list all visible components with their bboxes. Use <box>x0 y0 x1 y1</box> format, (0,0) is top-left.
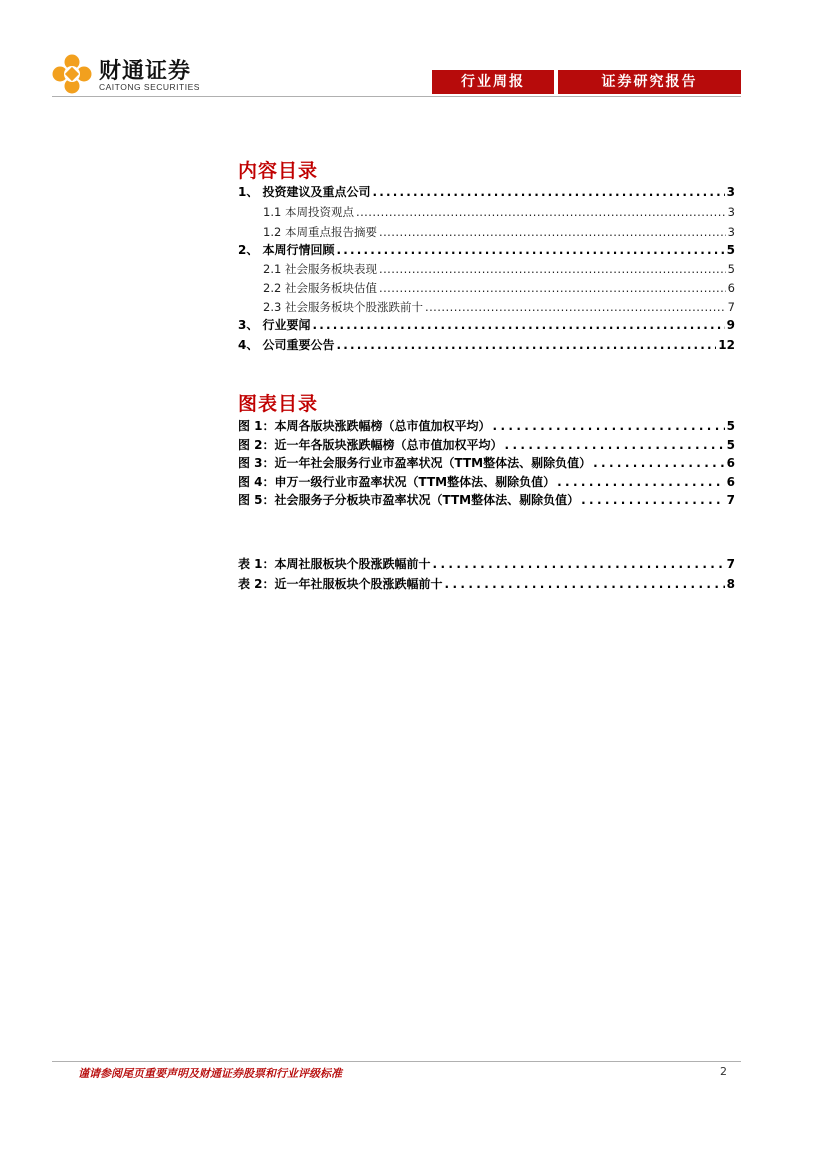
figure-entry-label: 图 4：申万一级行业市盈率状况（TTM整体法、剔除负值） <box>238 475 556 489</box>
figures-toc-title: 图表目录 <box>238 393 319 415</box>
leader-dots <box>445 576 725 592</box>
toc-entry-label: 1.2 本周重点报告摘要 <box>263 225 377 239</box>
logo-english-name: CAITONG SECURITIES <box>99 82 200 92</box>
report-category-tag: 证券研究报告 <box>558 70 741 94</box>
toc-entry-label: 2、 本周行情回顾 <box>238 243 335 257</box>
toc-entry-page: 5 <box>726 243 735 257</box>
toc-entry[interactable] <box>238 280 735 296</box>
toc-entry-page: 9 <box>726 318 735 332</box>
leader-dots <box>313 317 725 333</box>
leader-dots <box>433 556 725 572</box>
figure-entry-label: 图 3：近一年社会服务行业市盈率状况（TTM整体法、剔除负值） <box>238 456 592 470</box>
toc-entry-page: 12 <box>718 338 735 352</box>
toc-entry[interactable] <box>238 242 735 258</box>
leader-dots <box>356 204 726 220</box>
toc-entry[interactable] <box>238 261 735 277</box>
leader-dots <box>505 437 725 453</box>
figure-entry-label: 图 5：社会服务子分板块市盈率状况（TTM整体法、剔除负值） <box>238 493 580 507</box>
toc-entry-label: 3、 行业要闻 <box>238 318 311 332</box>
toc-entry-page: 3 <box>727 205 735 219</box>
leader-dots <box>557 474 725 490</box>
page-number: 2 <box>720 1065 727 1078</box>
table-entry[interactable] <box>238 556 735 572</box>
page-header <box>0 0 827 100</box>
figure-entry[interactable] <box>238 474 735 490</box>
table-entry-page: 7 <box>726 557 735 571</box>
toc-entry[interactable] <box>238 224 735 240</box>
caitong-logo <box>52 54 212 94</box>
figure-entry-label: 图 2：近一年各版块涨跌幅榜（总市值加权平均） <box>238 438 503 452</box>
toc-entry-label: 2.3 社会服务板块个股涨跌前十 <box>263 300 423 314</box>
figure-entry-page: 7 <box>726 493 735 507</box>
toc-entry[interactable] <box>238 204 735 220</box>
leader-dots <box>379 261 726 277</box>
footer-divider <box>52 1061 741 1062</box>
toc-entry-page: 7 <box>727 300 735 314</box>
leader-dots <box>379 224 726 240</box>
toc-entry-label: 2.2 社会服务板块估值 <box>263 281 377 295</box>
toc-entry-page: 3 <box>726 185 735 199</box>
toc-entry-label: 1.1 本周投资观点 <box>263 205 354 219</box>
leader-dots <box>337 242 725 258</box>
figure-entry[interactable] <box>238 455 735 471</box>
caitong-logo-icon <box>52 54 92 94</box>
table-entry-label: 表 1：本周社服板块个股涨跌幅前十 <box>238 557 431 571</box>
toc-entry-label: 4、 公司重要公告 <box>238 338 335 352</box>
toc-entry[interactable] <box>238 299 735 315</box>
figure-entry[interactable] <box>238 418 735 434</box>
toc-entry-label: 2.1 社会服务板块表现 <box>263 262 377 276</box>
figure-entry-page: 5 <box>726 438 735 452</box>
logo-chinese-name: 财通证券 <box>99 59 192 84</box>
table-entry-label: 表 2：近一年社服板块个股涨跌幅前十 <box>238 577 443 591</box>
leader-dots <box>379 280 726 296</box>
footer-disclaimer: 谨请参阅尾页重要声明及财通证券股票和行业评级标准 <box>78 1067 342 1080</box>
figure-entry[interactable] <box>238 492 735 508</box>
figure-entry[interactable] <box>238 437 735 453</box>
toc-entry[interactable] <box>238 337 735 353</box>
report-type-tag: 行业周报 <box>432 70 554 94</box>
table-entry[interactable] <box>238 576 735 592</box>
leader-dots <box>373 184 725 200</box>
toc-entry[interactable] <box>238 317 735 333</box>
figure-entry-page: 6 <box>726 475 735 489</box>
figure-entry-page: 6 <box>726 456 735 470</box>
toc-entry-page: 6 <box>727 281 735 295</box>
table-entry-page: 8 <box>726 577 735 591</box>
leader-dots <box>493 418 725 434</box>
figure-entry-page: 5 <box>726 419 735 433</box>
toc-entry-page: 5 <box>727 262 735 276</box>
toc-title: 内容目录 <box>238 160 319 182</box>
leader-dots <box>337 337 717 353</box>
leader-dots <box>593 455 725 471</box>
toc-entry[interactable] <box>238 184 735 200</box>
toc-entry-label: 1、 投资建议及重点公司 <box>238 185 371 199</box>
figure-entry-label: 图 1：本周各版块涨跌幅榜（总市值加权平均） <box>238 419 491 433</box>
toc-entry-page: 3 <box>727 225 735 239</box>
leader-dots <box>581 492 725 508</box>
leader-dots <box>425 299 726 315</box>
header-divider <box>52 96 741 97</box>
